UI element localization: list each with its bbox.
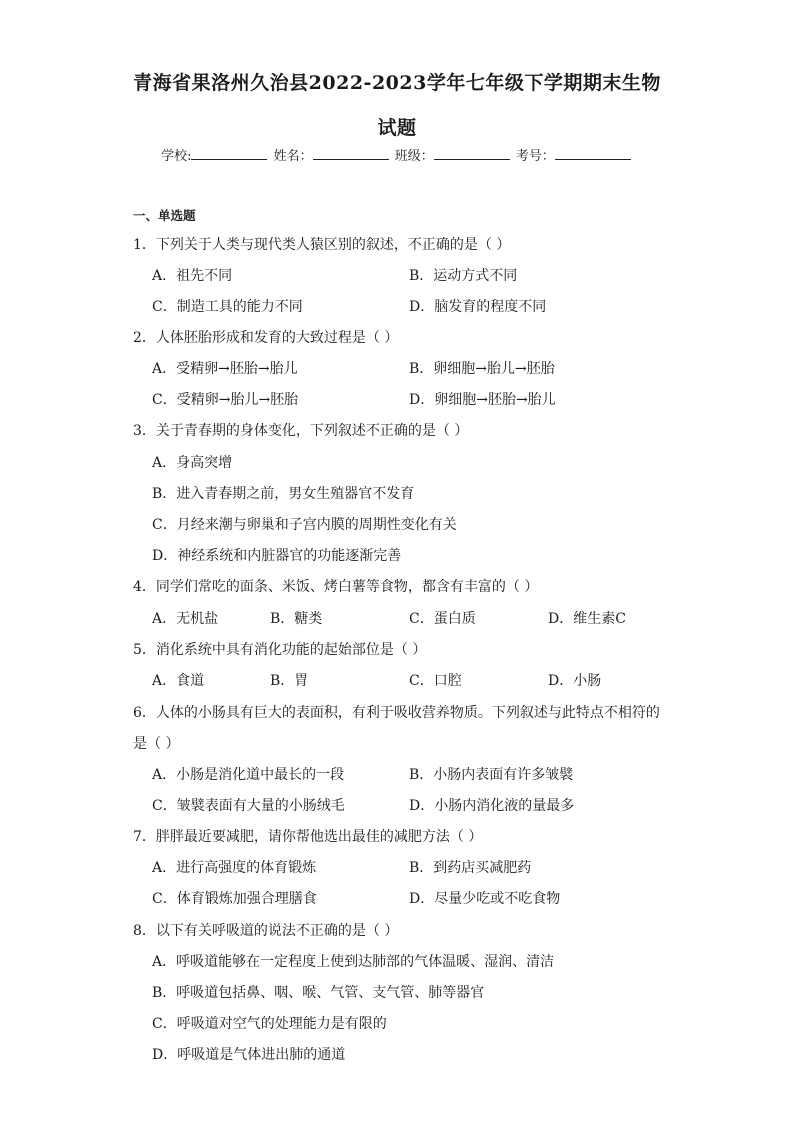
class-label: 班级： [394,149,434,164]
option-d: D．尽量少吃或不吃食物 [409,891,561,907]
question-stem: 6．人体的小肠具有巨大的表面积，有利于吸收营养物质。下列叙述与此特点不相符的 [133,705,660,721]
option-a: A．呼吸道能够在一定程度上使到达肺部的气体温暖、湿润、清洁 [152,954,555,970]
section-title: 一、单选题 [133,208,196,223]
option-d: D．小肠 [548,673,602,689]
option-c: C．制造工具的能力不同 [152,299,303,315]
question-stem: 3．关于青春期的身体变化，下列叙述不正确的是（ ） [133,423,469,439]
option-d: D．卵细胞→胚胎→胎儿 [409,392,556,408]
option-c: C．体育锻炼加强合理膳食 [152,891,317,907]
name-label: 姓名： [273,149,313,164]
option-c: C．月经来潮与卵巢和子宫内膜的周期性变化有关 [152,517,457,533]
question-stem: 5．消化系统中具有消化功能的起始部位是（ ） [133,642,427,658]
option-a: A．受精卵→胚胎→胎儿 [152,361,298,377]
option-b: B．运动方式不同 [409,268,518,284]
option-b: B．卵细胞→胎儿→胚胎 [409,361,555,377]
exam-number-blank [555,147,631,160]
option-b: B．呼吸道包括鼻、咽、喉、气管、支气管、肺等器官 [152,985,485,1001]
option-a: A．小肠是消化道中最长的一段 [152,767,345,783]
option-c: C．呼吸道对空气的处理能力是有限的 [152,1016,387,1032]
option-c: C．口腔 [409,673,462,689]
option-d: D．神经系统和内脏器官的功能逐渐完善 [152,548,402,564]
option-a: A．进行高强度的体育锻炼 [152,860,317,876]
question-stem-continued: 是（ ） [133,736,180,752]
name-blank [313,147,389,160]
option-c: C．蛋白质 [409,611,476,627]
exam-title-line2: 试题 [377,117,417,139]
student-info-line [0,145,794,164]
option-c: C．受精卵→胎儿→胚胎 [152,392,299,408]
exam-number-label: 考号： [515,149,555,164]
school-blank [191,147,267,160]
option-b: B．到药店买减肥药 [409,860,532,876]
question-stem: 2．人体胚胎形成和发育的大致过程是（ ） [133,330,399,346]
option-b: B．小肠内表面有许多皱襞 [409,767,574,783]
option-a: A．祖先不同 [152,268,233,284]
option-d: D．脑发育的程度不同 [409,299,547,315]
option-a: A．食道 [152,673,205,689]
option-b: B．糖类 [270,611,323,627]
option-d: D．呼吸道是气体进出肺的通道 [152,1047,346,1063]
option-c: C．皱襞表面有大量的小肠绒毛 [152,798,345,814]
option-a: A．身高突增 [152,455,233,471]
option-d: D．维生素C [548,611,626,627]
option-a: A．无机盐 [152,611,219,627]
question-stem: 1．下列关于人类与现代类人猿区别的叙述，不正确的是（ ） [133,237,511,253]
exam-title: 青海省果洛州久治县2022-2023学年七年级下学期期末生物 [133,72,661,94]
class-blank [434,147,510,160]
option-d: D．小肠内消化液的量最多 [409,798,575,814]
option-b: B．进入青春期之前，男女生殖器官不发育 [152,486,415,502]
option-b: B．胃 [270,673,309,689]
question-stem: 8．以下有关呼吸道的说法不正确的是（ ） [133,923,399,939]
school-label: 学校: [161,149,192,164]
question-stem: 4．同学们常吃的面条、米饭、烤白薯等食物，都含有丰富的（ ） [133,579,539,595]
question-stem: 7．胖胖最近要减肥，请你帮他选出最佳的减肥方法（ ） [133,829,483,845]
